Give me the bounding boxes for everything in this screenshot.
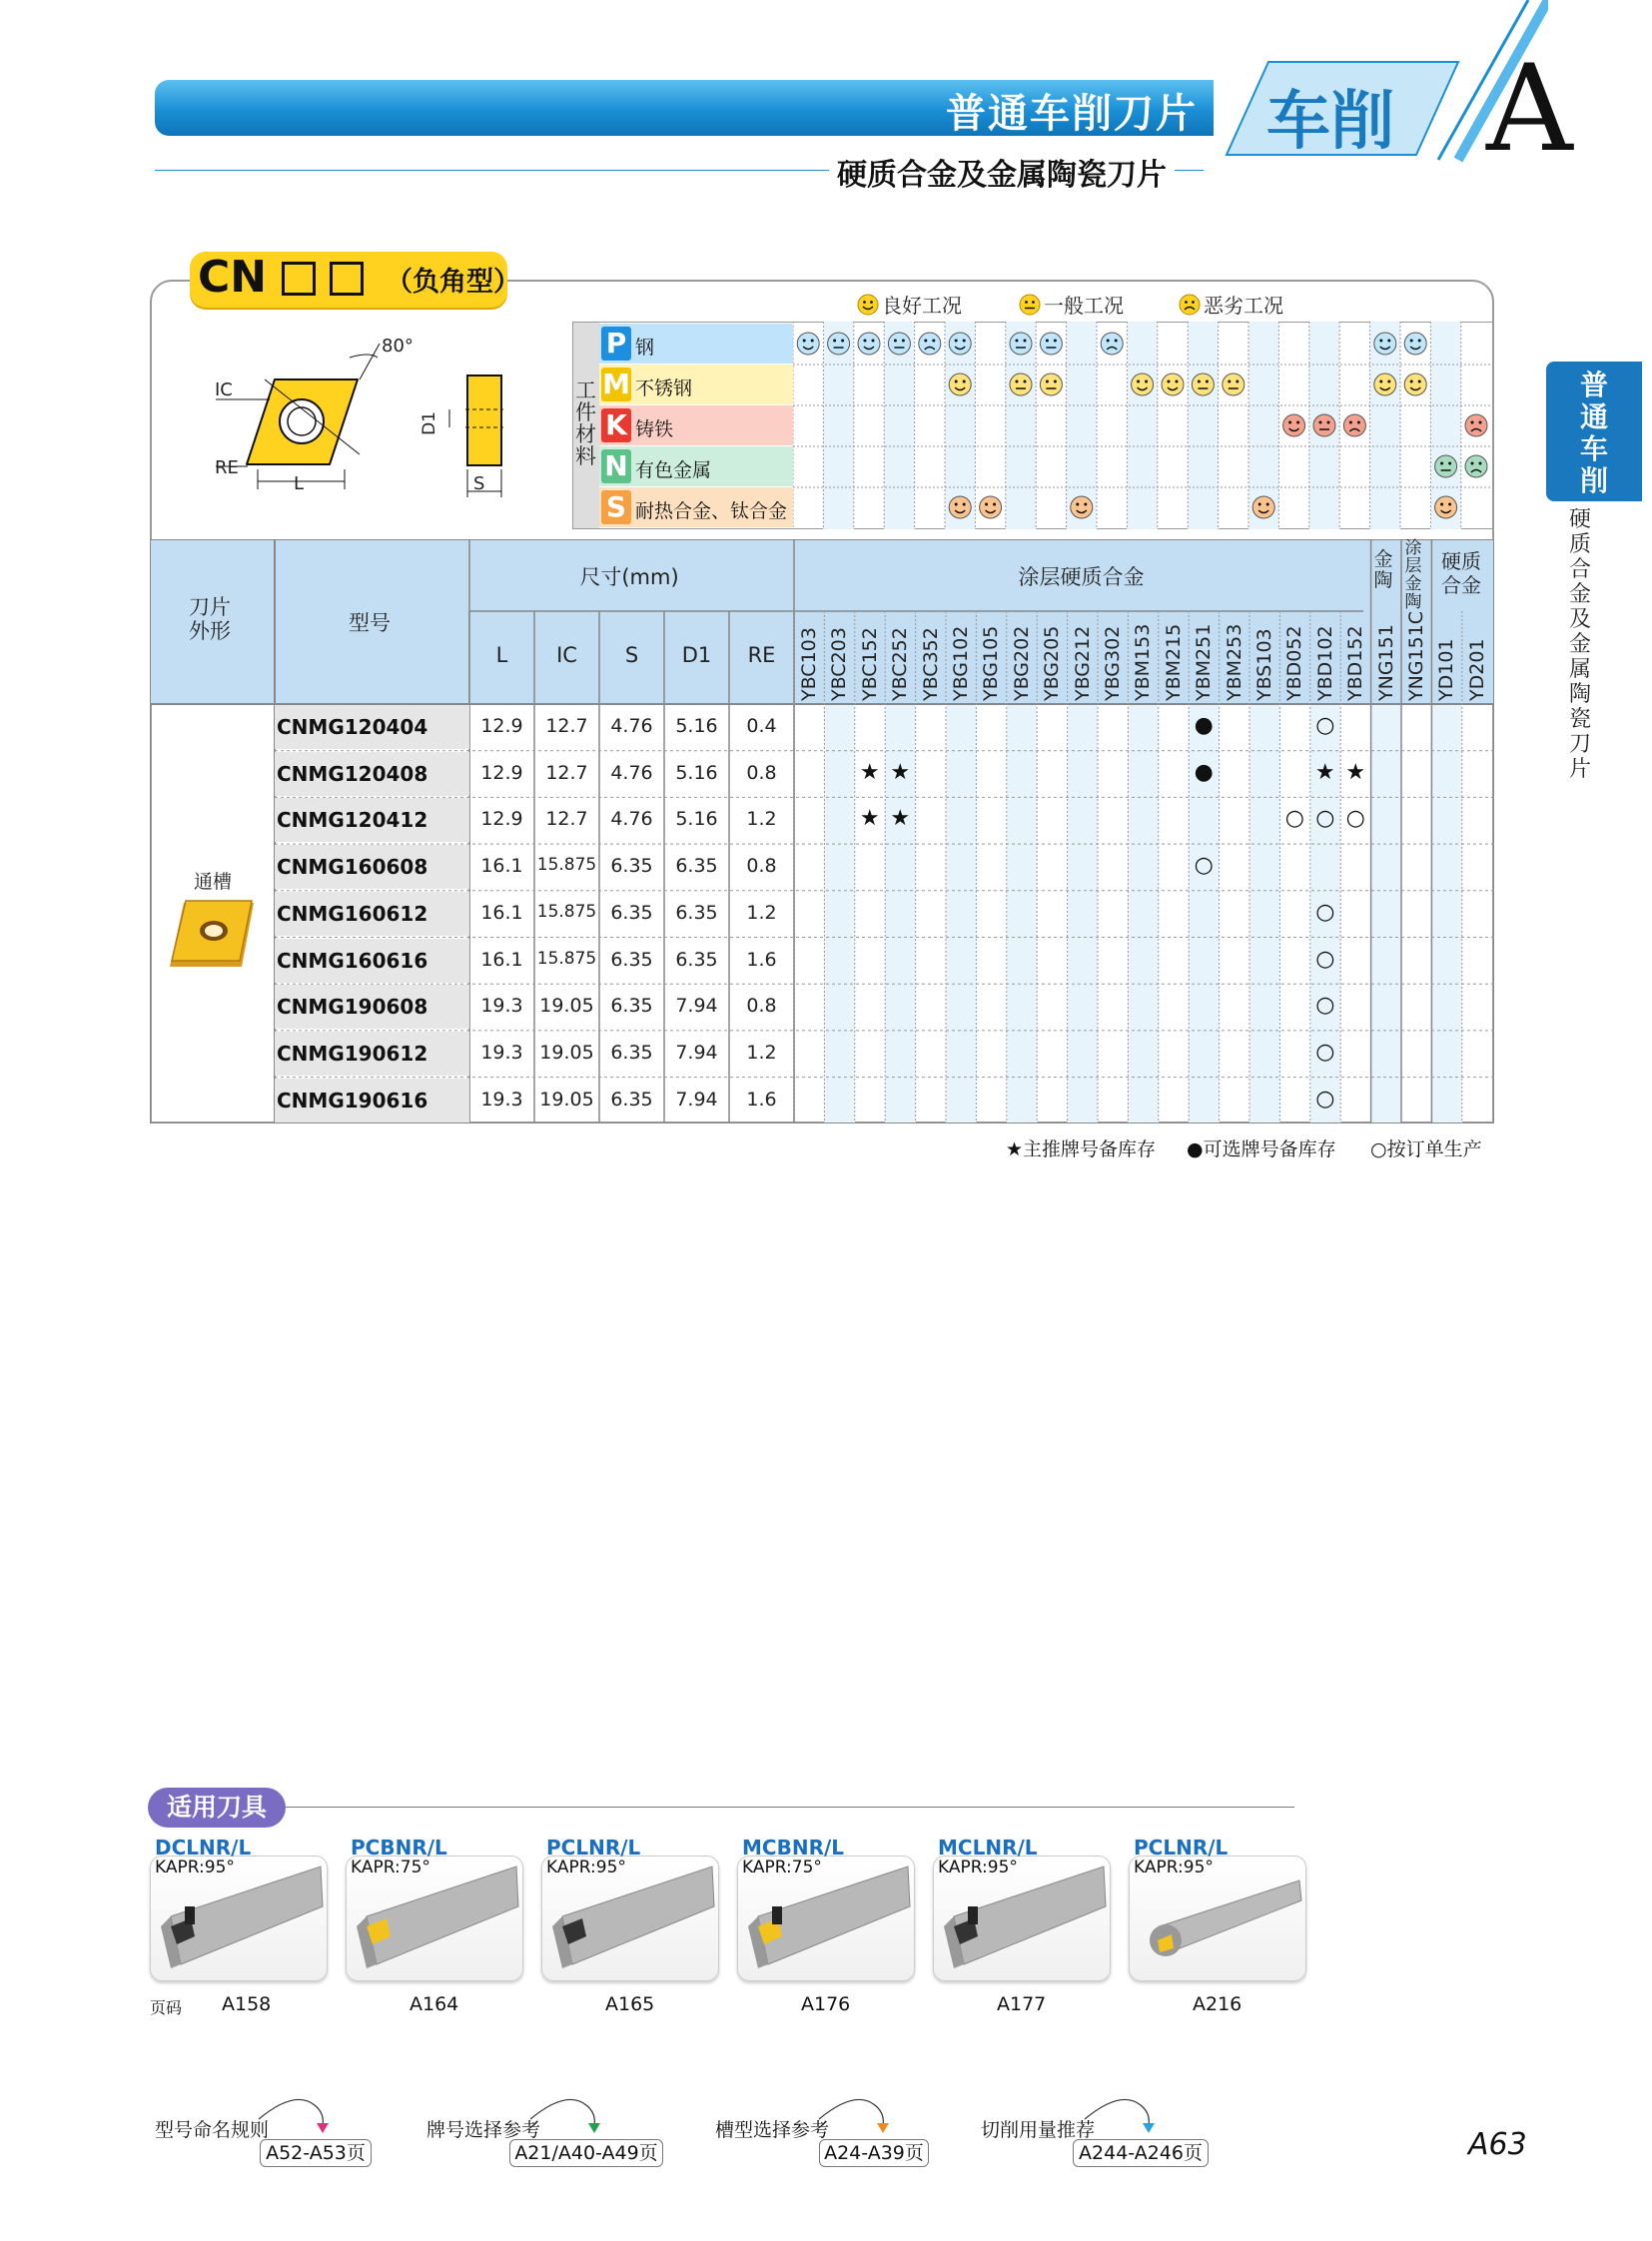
model-cell: CNMG120408	[277, 761, 428, 786]
arrow-icon	[526, 2093, 636, 2133]
size-cell: 6.35	[675, 901, 718, 924]
circle-mark-icon: ○	[1315, 899, 1335, 925]
size-cell: 0.8	[746, 995, 777, 1018]
product-code: CN	[198, 252, 268, 303]
chipbreaker-label: 通槽	[193, 871, 232, 893]
code-placeholder-box	[330, 262, 364, 296]
tool-page-link[interactable]: A158	[222, 1993, 272, 2015]
smiley-bad-icon	[919, 333, 941, 355]
smiley-good-icon	[949, 333, 971, 355]
model-cell: CNMG190616	[277, 1088, 428, 1113]
footnote-dot: ●可选牌号备库存	[1187, 1138, 1336, 1160]
arrow-icon	[815, 2093, 925, 2133]
smiley-bad-icon	[1101, 333, 1123, 355]
tools-divider	[286, 1807, 1294, 1808]
smiley-normal-icon	[1223, 374, 1244, 395]
tool-page-link[interactable]: A177	[997, 1993, 1047, 2015]
size-cell: 6.35	[675, 855, 718, 878]
col-shape-label: 刀片外形	[189, 595, 231, 643]
smiley-normal-icon	[1435, 455, 1457, 477]
category-title: 车削	[1266, 85, 1394, 159]
smiley-bad-icon	[1465, 414, 1487, 436]
col-model-header: 型号	[349, 611, 391, 635]
section-letter: A	[1486, 40, 1573, 179]
smiley-normal-icon	[1010, 333, 1032, 355]
size-cell: 19.3	[480, 1041, 523, 1064]
smiley-good-icon	[1404, 333, 1426, 355]
smiley-normal-icon	[888, 333, 910, 355]
size-cell: 4.76	[610, 715, 653, 737]
size-cell: 15.875	[536, 901, 597, 922]
star-mark-icon: ★	[1314, 759, 1335, 785]
material-row	[599, 446, 793, 486]
smiley-bad-icon	[1465, 455, 1487, 477]
grade-column-header: YBC203	[828, 627, 851, 701]
grade-column-header: YBG202	[1010, 625, 1033, 701]
legend-good	[857, 290, 962, 319]
smiley-good-icon	[980, 496, 1002, 518]
tool-kapr: KAPR:95°	[155, 1858, 235, 1877]
grade-column-header: YBD152	[1344, 625, 1367, 701]
arrow-icon	[255, 2093, 365, 2133]
size-column-header: RE	[747, 643, 776, 667]
size-cell: 12.7	[545, 808, 588, 831]
tool-kapr: KAPR:75°	[351, 1858, 430, 1877]
size-column-header: L	[495, 643, 508, 667]
size-cell: 4.76	[610, 761, 653, 784]
coated-group-header: 涂层硬质合金	[1018, 565, 1145, 589]
size-cell: 19.05	[539, 1041, 594, 1064]
reference-pages-link[interactable]: A52-A53页	[260, 2139, 372, 2167]
grade-column-header: YBG205	[1041, 625, 1064, 701]
size-cell: 19.3	[480, 1088, 523, 1111]
size-cell: 1.2	[746, 901, 777, 924]
smiley-good-icon	[1374, 374, 1396, 395]
page-number: A63	[1468, 2127, 1527, 2162]
size-column-header: S	[624, 643, 639, 667]
size-cell: 12.7	[545, 715, 588, 737]
table-row	[275, 938, 1493, 984]
angle-label: 80°	[382, 336, 413, 357]
table-row	[275, 984, 1493, 1030]
tool-name: PCBNR/L	[351, 1836, 447, 1860]
arrow-icon	[1081, 2093, 1191, 2133]
side-tab[interactable]	[1546, 362, 1642, 501]
smiley-good-icon	[857, 294, 879, 316]
grade-column-header: YBM251	[1193, 623, 1216, 701]
size-cell: 7.94	[675, 1041, 718, 1064]
tool-page-link[interactable]: A176	[801, 1993, 851, 2015]
smiley-good-icon	[1071, 496, 1093, 518]
ic-label: IC	[215, 379, 233, 400]
size-cell: 1.2	[746, 1041, 777, 1064]
grade-column-header: YBM153	[1132, 623, 1155, 701]
circle-mark-icon: ○	[1315, 946, 1335, 972]
material-row	[599, 365, 793, 404]
grade-column-header: YD101	[1435, 638, 1458, 701]
size-cell: 0.4	[746, 715, 777, 737]
grade-column-header: YBD102	[1313, 625, 1336, 701]
reference-label: 切削用量推荐	[981, 2119, 1096, 2141]
material-grid	[793, 322, 1494, 529]
material-row	[599, 324, 793, 364]
size-cell: 12.9	[480, 715, 523, 737]
size-cell: 1.6	[746, 948, 777, 971]
tool-page-link[interactable]: A164	[410, 1993, 459, 2015]
size-cell: 0.8	[746, 761, 777, 784]
circle-mark-icon: ○	[1345, 806, 1365, 832]
cermet-group-header: 金陶	[1373, 548, 1393, 591]
circle-mark-icon: ○	[1315, 993, 1335, 1019]
tool-page-link[interactable]: A216	[1193, 1993, 1242, 2015]
size-cell: 15.875	[536, 855, 597, 876]
tool-kapr: KAPR:75°	[742, 1858, 822, 1877]
smiley-normal-icon	[1313, 414, 1335, 436]
grade-column-header: YBG212	[1071, 625, 1094, 701]
size-cell: 6.35	[610, 1041, 653, 1064]
tool-name: DCLNR/L	[155, 1836, 252, 1860]
grade-column-header: YBM253	[1223, 623, 1245, 701]
l-label: L	[294, 473, 305, 494]
reference-label: 型号命名规则	[155, 2119, 270, 2141]
dot-mark-icon: ●	[1194, 759, 1214, 785]
smiley-good-icon	[1404, 374, 1426, 395]
smiley-normal-icon	[1040, 374, 1062, 395]
circle-mark-icon: ○	[1284, 806, 1304, 832]
star-mark-icon: ★	[859, 806, 880, 832]
size-cell: 5.16	[675, 808, 718, 831]
size-cell: 6.35	[610, 855, 653, 878]
material-name: 钢	[635, 337, 655, 359]
grade-column-header: YNG151C	[1405, 610, 1427, 701]
size-cell: 19.05	[539, 995, 594, 1018]
s-label: S	[473, 473, 485, 494]
material-row	[599, 487, 793, 527]
table-row	[275, 1031, 1493, 1077]
model-cell: CNMG190608	[277, 995, 428, 1020]
reference-pages-link[interactable]: A24-A39页	[819, 2139, 929, 2167]
size-cell: 12.7	[545, 761, 588, 784]
d1-label: D1	[419, 411, 439, 435]
page-code-label: 页码	[150, 1998, 183, 2017]
material-letter: M	[602, 368, 630, 400]
carbide-group-header: 硬质合金	[1441, 549, 1481, 597]
tool-name: MCLNR/L	[938, 1836, 1038, 1860]
tool-name: MCBNR/L	[742, 1836, 845, 1860]
footnote-circle: ○按订单生产	[1370, 1138, 1482, 1160]
size-cell: 6.35	[610, 901, 653, 924]
model-cell: CNMG160612	[277, 901, 428, 926]
model-cell: CNMG190612	[277, 1041, 428, 1066]
insert-thumbnail	[162, 895, 262, 975]
smiley-good-icon	[949, 496, 971, 518]
size-cell: 12.9	[480, 761, 523, 784]
tool-kapr: KAPR:95°	[1134, 1858, 1214, 1877]
size-cell: 7.94	[675, 995, 718, 1018]
smiley-good-icon	[1162, 374, 1184, 395]
footnote-star: ★主推牌号备库存	[1006, 1138, 1157, 1160]
smiley-good-icon	[1435, 496, 1457, 518]
table-row	[275, 844, 1493, 890]
legend-normal-label: 一般工况	[1044, 294, 1124, 318]
smiley-good-icon	[1283, 414, 1305, 436]
material-letter: K	[601, 408, 631, 442]
size-cell: 6.35	[610, 1088, 653, 1111]
size-cell: 7.94	[675, 1088, 718, 1111]
table-row	[275, 797, 1493, 843]
model-cell: CNMG160608	[277, 855, 428, 880]
tool-page-link[interactable]: A165	[605, 1993, 655, 2015]
material-label: 工件材料	[572, 322, 599, 529]
material-name: 耐热合金、钛合金	[635, 500, 788, 522]
size-group-header: 尺寸(mm)	[579, 565, 679, 589]
legend-good-label: 良好工况	[882, 294, 962, 318]
circle-mark-icon: ○	[1194, 853, 1214, 879]
size-cell: 0.8	[746, 855, 777, 878]
reference-pages-link[interactable]: A21/A40-A49页	[509, 2139, 663, 2167]
model-cell: CNMG120412	[277, 808, 428, 833]
size-cell: 19.3	[480, 995, 523, 1018]
grade-column-header: YBC352	[919, 627, 942, 701]
grade-column-header: YBD052	[1283, 625, 1306, 701]
material-row	[599, 405, 793, 445]
size-cell: 1.2	[746, 808, 777, 831]
smiley-good-icon	[1252, 496, 1274, 518]
legend-bad	[1179, 290, 1283, 319]
size-cell: 16.1	[480, 855, 523, 878]
smiley-normal-icon	[828, 333, 850, 355]
grade-column-header: YBS103	[1253, 628, 1275, 701]
size-cell: 19.05	[539, 1088, 594, 1111]
re-label: RE	[215, 457, 239, 478]
size-cell: 15.875	[536, 948, 597, 969]
tool-kapr: KAPR:95°	[546, 1858, 626, 1877]
side-tab-label: 普通车削	[1579, 369, 1608, 497]
grade-column-header: YBM215	[1162, 623, 1185, 701]
smiley-good-icon	[797, 333, 819, 355]
page-subtitle: 硬质合金及金属陶瓷刀片	[829, 150, 1175, 194]
star-mark-icon: ★	[890, 806, 911, 832]
code-placeholder-box	[282, 262, 316, 296]
material-name: 铸铁	[635, 418, 674, 440]
smiley-bad-icon	[1343, 414, 1365, 436]
smiley-good-icon	[1132, 374, 1154, 395]
size-cell: 6.35	[675, 948, 718, 971]
table-row	[275, 751, 1493, 797]
smiley-normal-icon	[1019, 294, 1041, 316]
side-tab-subtitle: 硬质合金及金属陶瓷刀片	[1568, 507, 1591, 782]
size-cell: 12.9	[480, 808, 523, 831]
size-column-header: IC	[556, 643, 577, 667]
grade-column-header: YBC103	[798, 627, 820, 701]
size-cell: 4.76	[610, 808, 653, 831]
size-cell: 6.35	[610, 948, 653, 971]
grade-column-header: YBC252	[889, 627, 912, 701]
legend-normal	[1019, 290, 1124, 319]
size-cell: 1.6	[746, 1088, 777, 1111]
material-name: 不锈钢	[635, 377, 693, 399]
reference-pages-link[interactable]: A244-A246页	[1073, 2139, 1209, 2167]
col-shape-header	[160, 595, 260, 643]
reference-label: 槽型选择参考	[715, 2119, 830, 2141]
smiley-good-icon	[949, 374, 971, 395]
star-mark-icon: ★	[890, 759, 911, 785]
material-letter: N	[601, 449, 631, 483]
insert-side-view	[419, 370, 509, 509]
size-cell: 5.16	[675, 715, 718, 737]
size-column-header: D1	[681, 643, 712, 667]
star-mark-icon: ★	[1345, 759, 1366, 785]
smiley-normal-icon	[1040, 333, 1062, 355]
model-cell: CNMG160616	[277, 948, 428, 973]
size-cell: 6.35	[610, 995, 653, 1018]
material-letter: P	[601, 327, 631, 361]
size-cell: 16.1	[480, 948, 523, 971]
dot-mark-icon: ●	[1194, 713, 1214, 738]
material-letter: S	[601, 490, 631, 524]
grade-column-header: YD201	[1465, 638, 1488, 701]
reference-label: 牌号选择参考	[426, 2119, 541, 2141]
product-type: （负角型）	[386, 267, 520, 298]
smiley-good-icon	[1374, 333, 1396, 355]
grade-column-header: YBG302	[1102, 625, 1124, 701]
table-row	[275, 891, 1493, 937]
model-cell: CNMG120404	[277, 715, 428, 739]
star-mark-icon: ★	[859, 759, 880, 785]
circle-mark-icon: ○	[1315, 1039, 1335, 1065]
tool-name: PCLNR/L	[546, 1836, 641, 1860]
material-name: 有色金属	[635, 459, 712, 481]
tool-name: PCLNR/L	[1134, 1836, 1229, 1860]
tool-kapr: KAPR:95°	[938, 1858, 1018, 1877]
smiley-normal-icon	[1192, 374, 1214, 395]
circle-mark-icon: ○	[1315, 713, 1335, 738]
grade-column-header: YBC152	[858, 627, 881, 701]
table-row	[275, 704, 1493, 750]
page-title: 普通车削刀片	[946, 91, 1198, 137]
size-cell: 5.16	[675, 761, 718, 784]
grade-column-header: YBG105	[980, 625, 1003, 701]
smiley-bad-icon	[1179, 294, 1201, 316]
size-cell: 16.1	[480, 901, 523, 924]
smiley-normal-icon	[1010, 374, 1032, 395]
circle-mark-icon: ○	[1315, 806, 1335, 832]
grade-column-header: YNG151	[1374, 624, 1397, 701]
legend-bad-label: 恶劣工况	[1204, 294, 1283, 318]
tools-title: 适用刀具	[148, 1788, 286, 1828]
circle-mark-icon: ○	[1315, 1086, 1335, 1112]
smiley-good-icon	[858, 333, 880, 355]
table-row	[275, 1078, 1493, 1123]
grade-column-header: YBG102	[950, 625, 972, 701]
coated-cermet-group-header: 涂层金陶	[1404, 538, 1422, 612]
